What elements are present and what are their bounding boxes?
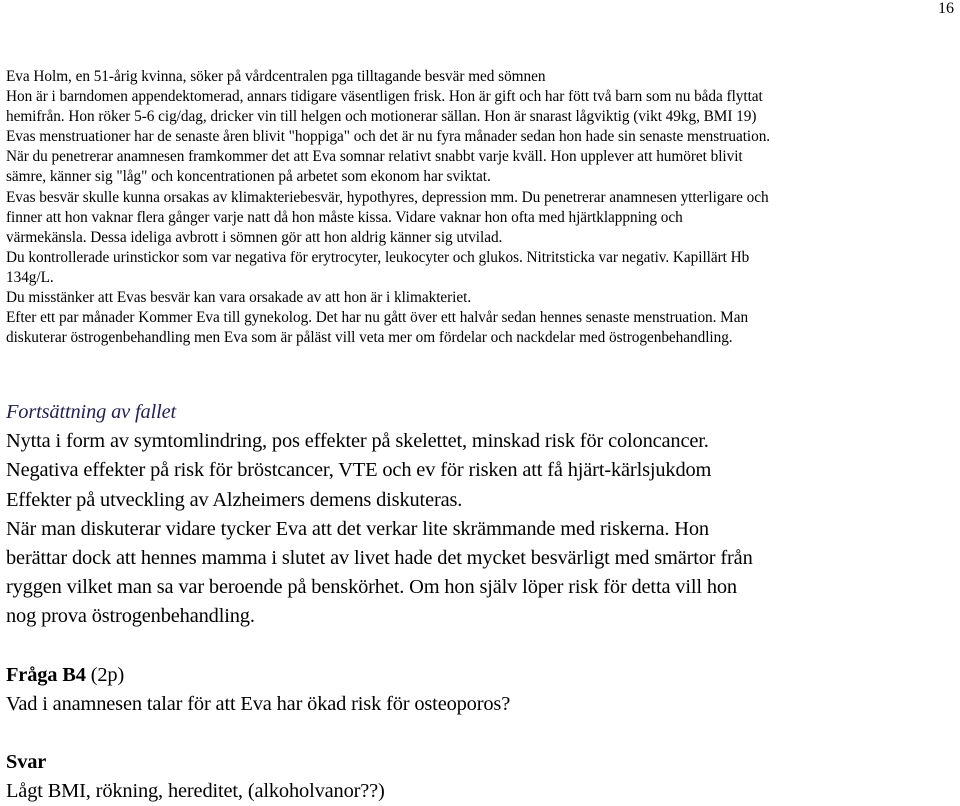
question-text: Vad i anamnesen talar för att Eva har ökad risk för osteoporos?	[6, 692, 511, 715]
answer-label: Svar	[6, 751, 47, 774]
case-line: 134g/L.	[6, 268, 54, 286]
continuation-line: Effekter på utveckling av Alzheimers demens diskuteras.	[6, 488, 463, 511]
continuation-title: Fortsättning av fallet	[6, 401, 177, 423]
case-line: Du misstänker att Evas besvär kan vara orsakade av att hon är i klimakteriet.	[6, 289, 472, 307]
continuation-line: berättar dock att hennes mamma i slutet av livet hade det mycket besvärligt med smärtor från	[6, 547, 753, 570]
question-label: Fråga B4	[6, 663, 86, 686]
case-line: Eva Holm, en 51-årig kvinna, söker på vårdcentralen pga tilltagande besvär med sömnen	[6, 68, 546, 85]
section-spacer	[6, 719, 956, 748]
question-heading	[6, 661, 956, 690]
case-line: Efter ett par månader Kommer Eva till gynekolog. Det har nu gått över ett halvår sedan hennes senaste menstruation. Man	[6, 309, 749, 327]
case-line: sämre, känner sig "låg" och koncentrationen på arbetet som ekonom har sviktat.	[6, 168, 491, 186]
question-points: (2p)	[85, 663, 125, 686]
continuation-line: När man diskuterar vidare tycker Eva att det verkar lite skrämmande med riskerna. Hon	[6, 517, 709, 540]
continuation-line: Nytta i form av symtomlindring, pos effekter på skelettet, minskad risk för coloncancer.	[6, 430, 709, 453]
case-line: Evas menstruationer har de senaste åren blivit "hoppiga" och det är nu fyra månader sedan hon hade sin senaste menstruation.	[6, 128, 771, 146]
page-number: 16	[938, 0, 954, 17]
case-line: Evas besvär skulle kunna orsakas av klimakteriebesvär, hypothyres, depression mm. Du penetrerar anamnesen ytterligare och	[6, 188, 769, 206]
case-line: När du penetrerar anamnesen framkommer det att Eva somnar relativt snabbt varje kväll. Hon upplever att humöret blivit	[6, 148, 743, 166]
case-line: finner att hon vaknar flera gånger varje natt då hon måste kissa. Vidare vaknar hon ofta med hjärtklappning och	[6, 208, 683, 226]
continuation-section	[6, 398, 956, 806]
case-line: hemifrån. Hon röker 5-6 cig/dag, dricker vin till helgen och motionerar sällan. Hon är snarast lågviktig (vikt 49kg, BMI 19)	[6, 108, 757, 126]
answer-text: Lågt BMI, rökning, hereditet, (alkoholvanor??)	[6, 780, 385, 803]
case-line: värmekänsla. Dessa ideliga avbrott i sömnen gör att hon aldrig känner sig utvilad.	[6, 228, 503, 246]
section-spacer	[6, 632, 956, 661]
case-line: Hon är i barndomen appendektomerad, annars tidigare väsentligen frisk. Hon är gift och har fött två barn som nu båda flyttat	[6, 88, 763, 106]
case-line: Du kontrollerade urinstickor som var negativa för erytrocyter, leukocyter och glukos. Nitritsticka var negativ. Kapillärt Hb	[6, 248, 750, 266]
continuation-line: nog prova östrogenbehandling.	[6, 605, 255, 628]
case-description	[6, 67, 956, 348]
continuation-line: ryggen vilket man sa var beroende på benskörhet. Om hon själv löper risk för detta vill hon	[6, 576, 737, 599]
case-line: diskuterar östrogenbehandling men Eva som är påläst vill veta mer om fördelar och nackdelar med östrogenbehandling.	[6, 329, 733, 347]
continuation-line: Negativa effekter på risk för bröstcancer, VTE och ev för risken att få hjärt-kärlsjukdom	[6, 459, 712, 482]
